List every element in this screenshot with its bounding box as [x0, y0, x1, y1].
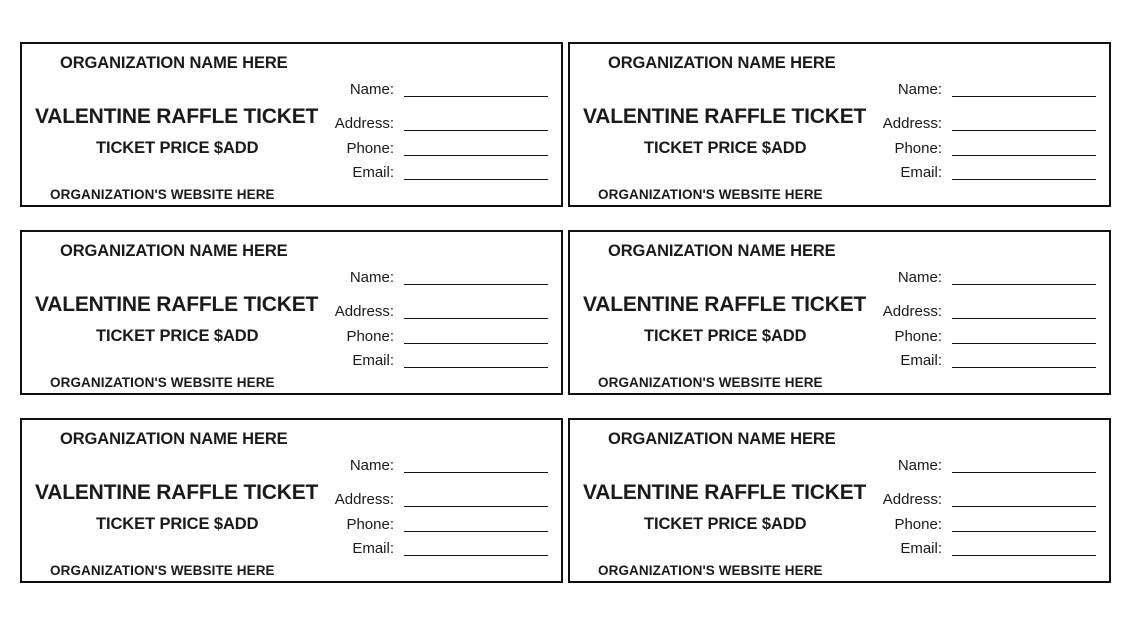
ticket-price: TICKET PRICE $ADD	[644, 327, 807, 345]
raffle-ticket-1	[20, 42, 563, 207]
email-line[interactable]	[952, 555, 1096, 556]
organization-name: ORGANIZATION NAME HERE	[60, 242, 288, 260]
address-label: Address:	[334, 115, 394, 132]
phone-label: Phone:	[346, 516, 394, 533]
email-line[interactable]	[952, 179, 1096, 180]
phone-label: Phone:	[894, 516, 942, 533]
raffle-ticket-2	[568, 42, 1111, 207]
phone-field[interactable]	[870, 515, 1096, 535]
name-field[interactable]	[322, 268, 548, 288]
email-label: Email:	[900, 164, 942, 181]
raffle-ticket-5	[20, 418, 563, 583]
ticket-title: VALENTINE RAFFLE TICKET	[583, 481, 867, 504]
name-label: Name:	[897, 457, 942, 474]
raffle-ticket-6	[568, 418, 1111, 583]
phone-field[interactable]	[870, 139, 1096, 159]
address-label: Address:	[334, 303, 394, 320]
email-line[interactable]	[404, 367, 548, 368]
name-label: Name:	[349, 457, 394, 474]
name-label: Name:	[897, 81, 942, 98]
ticket-price: TICKET PRICE $ADD	[96, 139, 259, 157]
email-label: Email:	[900, 352, 942, 369]
organization-website: ORGANIZATION'S WEBSITE HERE	[598, 187, 823, 202]
address-line[interactable]	[952, 318, 1096, 319]
phone-line[interactable]	[404, 343, 548, 344]
organization-website: ORGANIZATION'S WEBSITE HERE	[598, 375, 823, 390]
phone-line[interactable]	[404, 155, 548, 156]
ticket-price: TICKET PRICE $ADD	[644, 515, 807, 533]
address-label: Address:	[334, 491, 394, 508]
name-field[interactable]	[322, 456, 548, 476]
organization-name: ORGANIZATION NAME HERE	[608, 54, 836, 72]
address-line[interactable]	[404, 130, 548, 131]
name-field[interactable]	[870, 80, 1096, 100]
name-field[interactable]	[870, 456, 1096, 476]
name-line[interactable]	[952, 284, 1096, 285]
phone-label: Phone:	[346, 328, 394, 345]
address-label: Address:	[882, 115, 942, 132]
name-line[interactable]	[404, 284, 548, 285]
organization-website: ORGANIZATION'S WEBSITE HERE	[50, 563, 275, 578]
ticket-title: VALENTINE RAFFLE TICKET	[583, 293, 867, 316]
phone-field[interactable]	[322, 327, 548, 347]
ticket-price: TICKET PRICE $ADD	[96, 515, 259, 533]
ticket-title: VALENTINE RAFFLE TICKET	[583, 105, 867, 128]
email-label: Email:	[900, 540, 942, 557]
organization-website: ORGANIZATION'S WEBSITE HERE	[50, 187, 275, 202]
email-line[interactable]	[952, 367, 1096, 368]
address-line[interactable]	[404, 506, 548, 507]
address-field[interactable]	[870, 490, 1096, 510]
address-field[interactable]	[322, 114, 548, 134]
name-field[interactable]	[322, 80, 548, 100]
address-line[interactable]	[952, 130, 1096, 131]
phone-label: Phone:	[894, 140, 942, 157]
name-label: Name:	[349, 269, 394, 286]
ticket-price: TICKET PRICE $ADD	[644, 139, 807, 157]
phone-field[interactable]	[322, 139, 548, 159]
phone-line[interactable]	[952, 343, 1096, 344]
raffle-ticket-4	[568, 230, 1111, 395]
address-label: Address:	[882, 303, 942, 320]
email-label: Email:	[352, 352, 394, 369]
organization-name: ORGANIZATION NAME HERE	[60, 430, 288, 448]
address-field[interactable]	[322, 490, 548, 510]
ticket-title: VALENTINE RAFFLE TICKET	[35, 293, 319, 316]
organization-name: ORGANIZATION NAME HERE	[60, 54, 288, 72]
organization-website: ORGANIZATION'S WEBSITE HERE	[50, 375, 275, 390]
phone-line[interactable]	[404, 531, 548, 532]
address-field[interactable]	[870, 114, 1096, 134]
name-line[interactable]	[404, 472, 548, 473]
phone-label: Phone:	[346, 140, 394, 157]
phone-label: Phone:	[894, 328, 942, 345]
address-line[interactable]	[952, 506, 1096, 507]
address-field[interactable]	[870, 302, 1096, 322]
email-field[interactable]	[870, 351, 1096, 371]
email-line[interactable]	[404, 179, 548, 180]
email-field[interactable]	[322, 163, 548, 183]
ticket-title: VALENTINE RAFFLE TICKET	[35, 481, 319, 504]
email-field[interactable]	[870, 163, 1096, 183]
email-line[interactable]	[404, 555, 548, 556]
address-field[interactable]	[322, 302, 548, 322]
name-label: Name:	[897, 269, 942, 286]
name-line[interactable]	[952, 96, 1096, 97]
name-line[interactable]	[404, 96, 548, 97]
email-field[interactable]	[322, 351, 548, 371]
phone-field[interactable]	[322, 515, 548, 535]
ticket-title: VALENTINE RAFFLE TICKET	[35, 105, 319, 128]
name-line[interactable]	[952, 472, 1096, 473]
organization-name: ORGANIZATION NAME HERE	[608, 430, 836, 448]
address-label: Address:	[882, 491, 942, 508]
address-line[interactable]	[404, 318, 548, 319]
email-field[interactable]	[322, 539, 548, 559]
email-label: Email:	[352, 164, 394, 181]
email-label: Email:	[352, 540, 394, 557]
name-label: Name:	[349, 81, 394, 98]
raffle-ticket-3	[20, 230, 563, 395]
phone-field[interactable]	[870, 327, 1096, 347]
ticket-price: TICKET PRICE $ADD	[96, 327, 259, 345]
email-field[interactable]	[870, 539, 1096, 559]
phone-line[interactable]	[952, 531, 1096, 532]
organization-name: ORGANIZATION NAME HERE	[608, 242, 836, 260]
organization-website: ORGANIZATION'S WEBSITE HERE	[598, 563, 823, 578]
phone-line[interactable]	[952, 155, 1096, 156]
name-field[interactable]	[870, 268, 1096, 288]
